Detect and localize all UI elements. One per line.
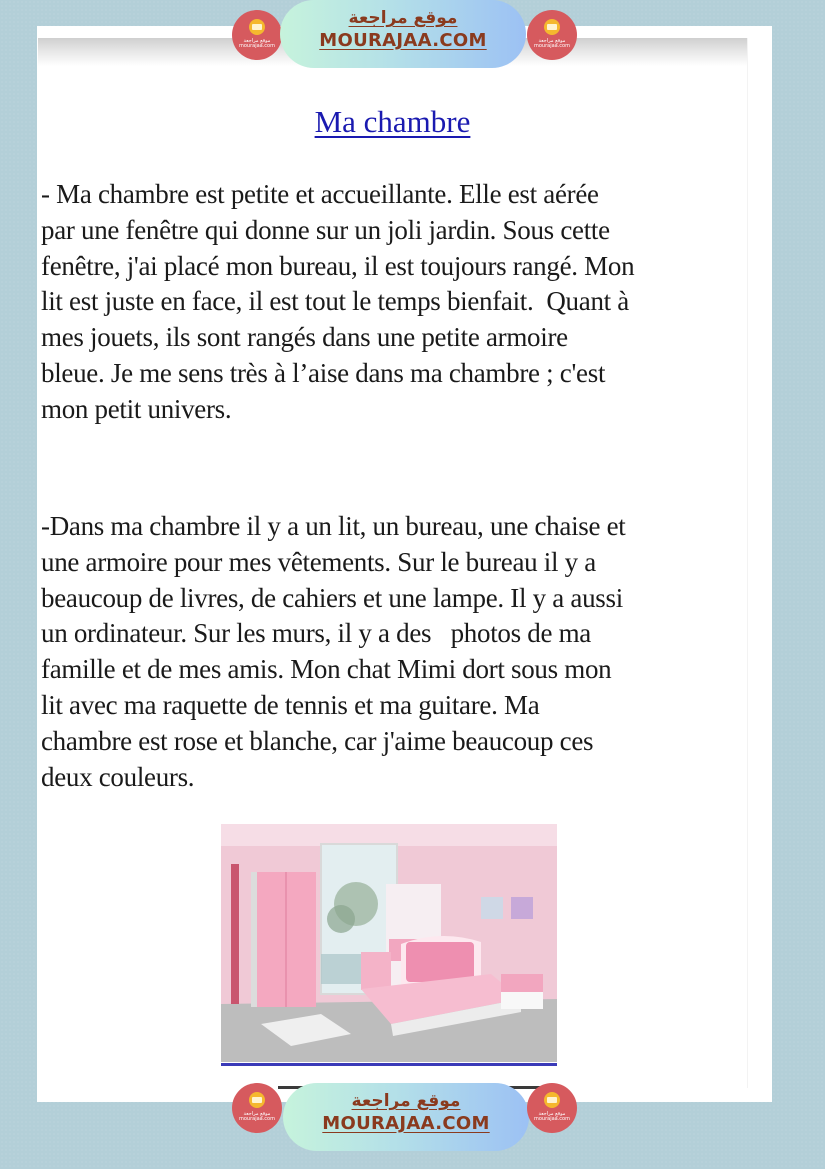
paragraph-1	[41, 177, 741, 428]
logo-caption-en: mourajaa.com	[238, 1116, 275, 1122]
site-name-arabic[interactable]: موقع مراجعة	[348, 8, 458, 28]
document-page	[37, 26, 772, 1102]
logo-caption-en: mourajaa.com	[238, 43, 275, 49]
text-line: beaucoup de livres, de cahiers et une lampe. Il y a aussi	[41, 582, 623, 613]
text-line: une armoire pour mes vêtements. Sur le bureau il y a	[41, 546, 596, 577]
logo-caption-en: mourajaa.com	[533, 1116, 570, 1122]
logo-left-bottom	[232, 1083, 282, 1133]
logo-caption	[232, 39, 282, 49]
logo-caption	[232, 1112, 282, 1122]
photo-border-line	[221, 1063, 557, 1066]
text-line: un ordinateur. Sur les murs, il y a des photos de ma	[41, 618, 591, 649]
site-badge-top[interactable]	[280, 0, 526, 68]
text-line: famille et de mes amis. Mon chat Mimi dort sous mon	[41, 654, 612, 685]
site-name-latin[interactable]: MOURAJAA.COM	[322, 1113, 490, 1134]
text-line: bleue. Je me sens très à l’aise dans ma chambre ; c'est	[41, 357, 606, 388]
text-line: -Dans ma chambre il y a un lit, un bureau, une chaise et	[41, 511, 626, 541]
text-line: chambre est rose et blanche, car j'aime beaucoup ces	[41, 725, 594, 756]
logo-caption	[527, 39, 577, 49]
logo-caption-ar: موقع مراجعة	[243, 38, 271, 44]
text-line: fenêtre, j'ai placé mon bureau, il est toujours rangé. Mon	[41, 250, 635, 281]
logo-right-bottom	[527, 1083, 577, 1133]
text-line: mon petit univers.	[41, 393, 232, 424]
book-icon	[249, 1092, 265, 1108]
site-name-latin[interactable]: MOURAJAA.COM	[319, 30, 487, 51]
text-line: deux couleurs.	[41, 761, 195, 792]
book-icon	[544, 19, 560, 35]
document-title: Ma chambre	[314, 104, 471, 139]
site-badge-bottom[interactable]	[283, 1083, 529, 1151]
bedroom-photo	[221, 824, 557, 1062]
text-line: - Ma chambre est petite et accueillante. Elle est aérée	[41, 179, 599, 209]
text-line: par une fenêtre qui donne sur un joli jardin. Sous cette	[41, 214, 610, 245]
logo-caption-ar: موقع مراجعة	[538, 38, 566, 44]
logo-left-top	[232, 10, 282, 60]
paragraph-2	[41, 509, 741, 795]
text-line: lit avec ma raquette de tennis et ma guitare. Ma	[41, 689, 540, 720]
book-icon	[249, 19, 265, 35]
site-name-arabic[interactable]: موقع مراجعة	[351, 1091, 461, 1111]
logo-caption-ar: موقع مراجعة	[538, 1111, 566, 1117]
text-line: mes jouets, ils sont rangés dans une petite armoire	[41, 322, 568, 353]
book-icon	[544, 1092, 560, 1108]
text-line: lit est juste en face, il est tout le temps bienfait. Quant à	[41, 286, 629, 317]
scanned-sheet	[38, 38, 748, 1088]
logo-caption-en: mourajaa.com	[533, 43, 570, 49]
logo-right-top	[527, 10, 577, 60]
logo-caption	[527, 1112, 577, 1122]
logo-caption-ar: موقع مراجعة	[243, 1111, 271, 1117]
